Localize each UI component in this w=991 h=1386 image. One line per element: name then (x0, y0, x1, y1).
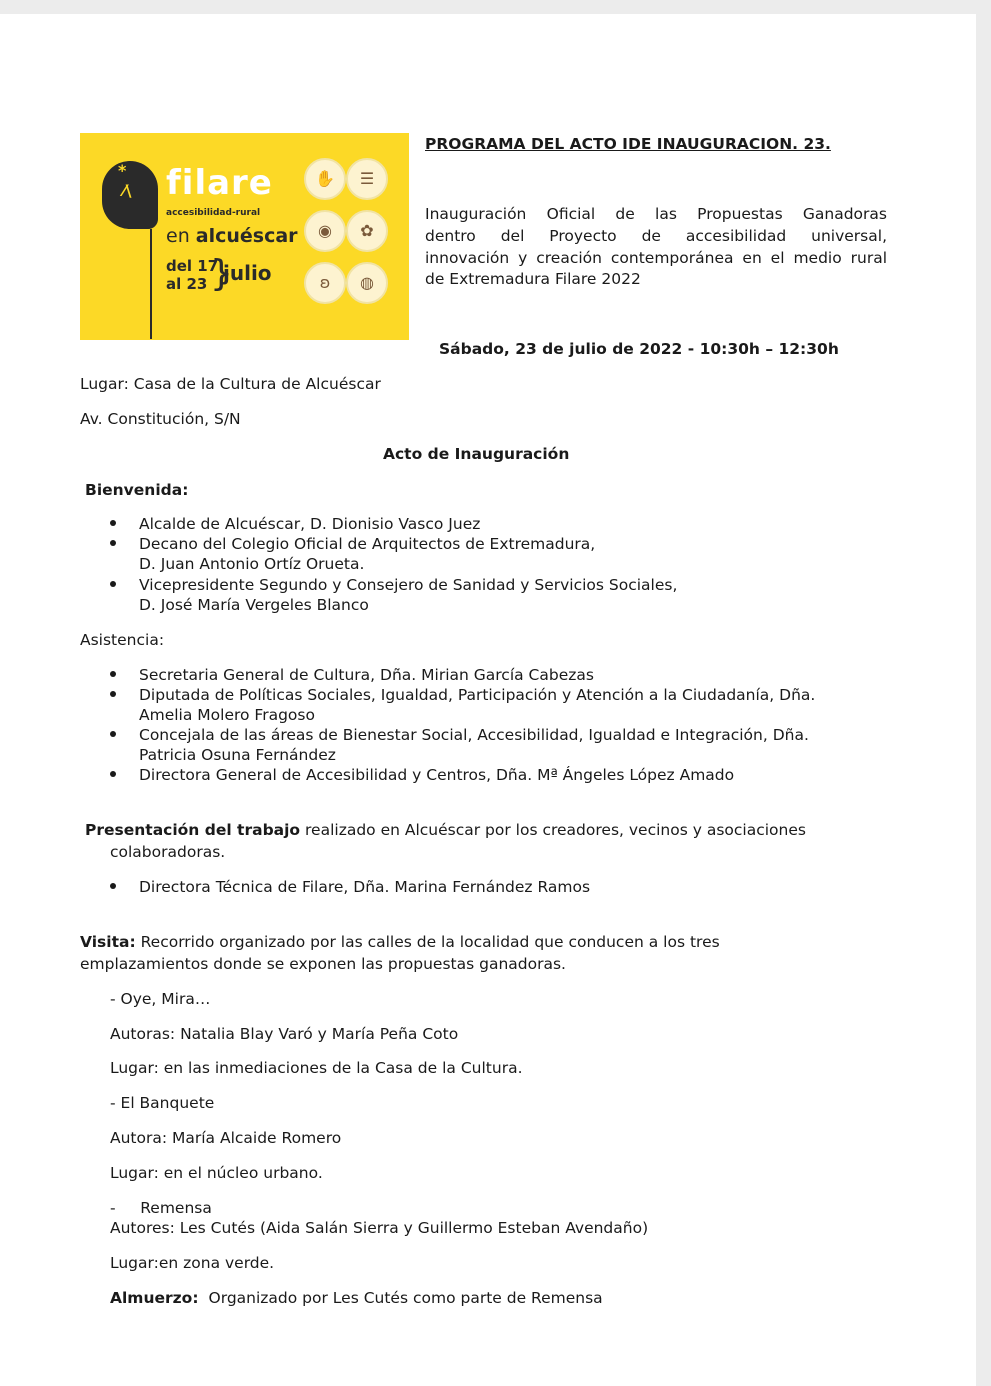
logo-town: en alcuéscar (166, 225, 298, 247)
document-page (0, 14, 976, 1386)
table-icon: ☰ (346, 158, 388, 200)
work-2-name: - El Banquete (110, 1094, 215, 1112)
asistencia-item-3-line-1: Concejala de las áreas de Bienestar Social, Accesibilidad, Igualdad e Integración, Dña. (139, 726, 809, 744)
asistencia-item-4: Directora General de Accesibilidad y Centros, Dña. Mª Ángeles López Amado (139, 766, 735, 784)
bullet-icon (110, 520, 116, 526)
logo-brand: filare (166, 163, 273, 203)
bullet-icon (110, 691, 116, 697)
intro-line-2: dentro del Proyecto de accesibilidad universal, (425, 227, 887, 245)
almuerzo-line: Almuerzo: Organizado por Les Cutés como parte de Remensa (110, 1289, 603, 1307)
bullet-icon (110, 540, 116, 546)
bienvenida-label: Bienvenida: (85, 481, 189, 499)
eye-icon: ◉ (304, 210, 346, 252)
asistencia-item-1: Secretaria General de Cultura, Dña. Mirian García Cabezas (139, 666, 594, 684)
bienvenida-item-3-line-2: D. José María Vergeles Blanco (139, 596, 369, 614)
logo-month: julio (223, 261, 272, 285)
bullet-icon (110, 731, 116, 737)
bullet-icon (110, 771, 116, 777)
work-3-name: - Remensa (110, 1199, 212, 1217)
bienvenida-item-2-line-2: D. Juan Antonio Ortíz Orueta. (139, 555, 365, 573)
visita-line-1: Visita: Recorrido organizado por las calles de la localidad que conducen a los tres (80, 933, 720, 951)
asistencia-item-3-line-2: Patricia Osuna Fernández (139, 746, 336, 764)
work-2-authors: Autora: María Alcaide Romero (110, 1129, 342, 1147)
page-title: PROGRAMA DEL ACTO IDE INAUGURACION. 23. (425, 135, 831, 153)
venue-place: Lugar: Casa de la Cultura de Alcuéscar (80, 375, 381, 393)
bienvenida-item-3-line-1: Vicepresidente Segundo y Consejero de Sanidad y Servicios Sociales, (139, 576, 678, 594)
work-1-name: - Oye, Mira… (110, 990, 211, 1008)
event-date: Sábado, 23 de julio de 2022 - 10:30h – 12:30h (439, 340, 839, 358)
section-title: Acto de Inauguración (383, 445, 570, 463)
flowers-icon: ✿ (346, 210, 388, 252)
visita-line-2: emplazamientos donde se exponen las propuestas ganadoras. (80, 955, 566, 973)
venue-address: Av. Constitución, S/N (80, 410, 241, 428)
work-2-place: Lugar: en el núcleo urbano. (110, 1164, 323, 1182)
work-3-authors: Autores: Les Cutés (Aida Salán Sierra y Guillermo Esteban Avendaño) (110, 1219, 649, 1237)
work-1-place: Lugar: en las inmediaciones de la Casa de la Cultura. (110, 1059, 523, 1077)
bullet-icon (110, 671, 116, 677)
bullet-icon (110, 883, 116, 889)
bullet-icon (110, 581, 116, 587)
logo-subtitle: accesibilidad-rural (166, 208, 261, 218)
presentacion-item-1: Directora Técnica de Filare, Dña. Marina Fernández Ramos (139, 878, 591, 896)
ear-icon: ʚ (304, 262, 346, 304)
work-1-authors: Autoras: Natalia Blay Varó y María Peña Coto (110, 1025, 459, 1043)
logo-asterisk-icon: * (118, 161, 127, 180)
bienvenida-item-1: Alcalde de Alcuéscar, D. Dionisio Vasco Juez (139, 515, 481, 533)
hand-icon: ✋ (304, 158, 346, 200)
intro-line-1: Inauguración Oficial de las Propuestas Ganadoras (425, 205, 887, 223)
intro-line-4: de Extremadura Filare 2022 (425, 270, 641, 288)
bienvenida-item-2-line-1: Decano del Colegio Oficial de Arquitectos de Extremadura, (139, 535, 596, 553)
asistencia-label: Asistencia: (80, 631, 165, 649)
logo-dates: del 17 al 23 (166, 257, 219, 293)
bread-icon: ◍ (346, 262, 388, 304)
intro-line-3: innovación y creación contemporánea en el medio rural (425, 249, 887, 267)
asistencia-item-2-line-1: Diputada de Políticas Sociales, Igualdad, Participación y Atención a la Ciudadanía, Dña. (139, 686, 816, 704)
logo-line (150, 229, 152, 339)
logo-road-icon: ⁄\ (123, 181, 132, 200)
logo-brace: } (210, 253, 233, 294)
filare-logo (80, 133, 409, 340)
asistencia-item-2-line-2: Amelia Molero Fragoso (139, 706, 315, 724)
presentacion-line-2: colaboradoras. (110, 843, 226, 861)
work-3-place: Lugar:en zona verde. (110, 1254, 275, 1272)
presentacion-line-1: Presentación del trabajo realizado en Alcuéscar por los creadores, vecinos y asociaciones (85, 821, 806, 839)
